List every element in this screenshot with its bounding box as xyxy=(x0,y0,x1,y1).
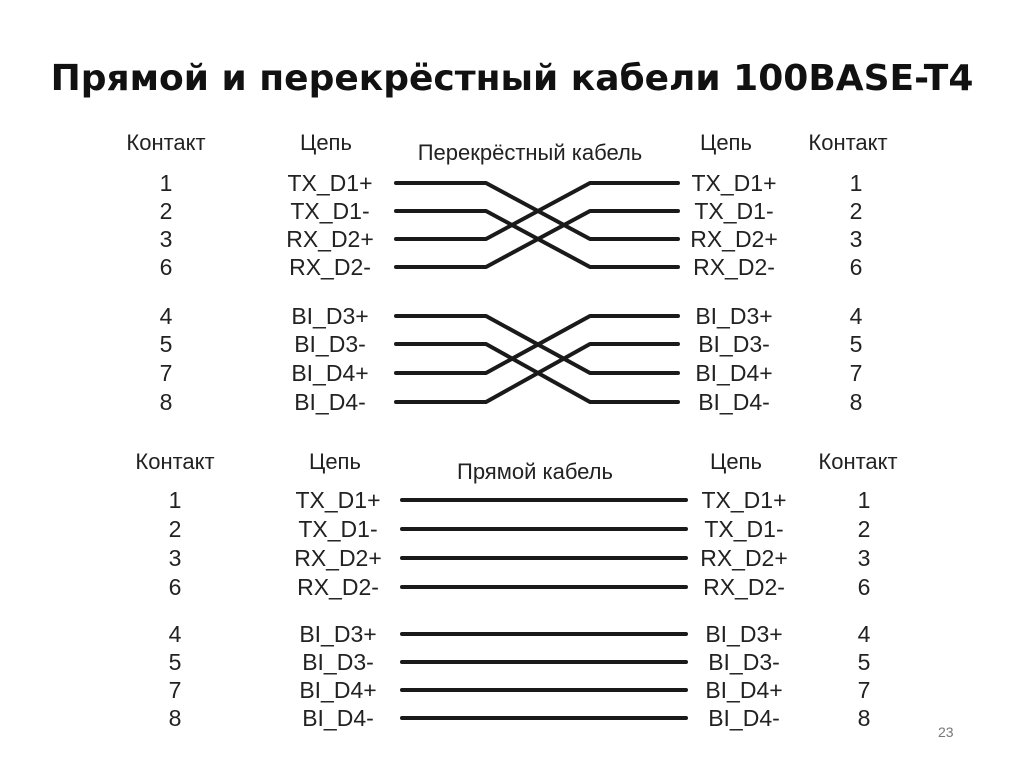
straight-right-pin: 3 xyxy=(857,545,871,571)
crossover-rows xyxy=(160,170,863,415)
crossover-left-pin: 8 xyxy=(159,389,173,415)
crossover-contact-left-header: Контакт xyxy=(126,130,206,155)
crossover-right-pin: 6 xyxy=(849,254,863,280)
straight-contact-left-header: Контакт xyxy=(135,449,215,474)
straight-left-pin: 1 xyxy=(168,487,182,513)
crossover-right-signal: BI_D3- xyxy=(698,331,770,357)
straight-cable-section xyxy=(135,449,897,731)
crossover-right-pin: 3 xyxy=(849,226,863,252)
straight-circuit-left-header: Цепь xyxy=(309,449,361,474)
straight-right-signal: BI_D4- xyxy=(708,705,780,731)
crossover-right-pin: 8 xyxy=(849,389,863,415)
crossover-left-pin: 1 xyxy=(159,170,173,196)
crossover-right-pin: 1 xyxy=(849,170,863,196)
crossover-right-pin: 2 xyxy=(849,198,863,224)
crossover-left-pin: 3 xyxy=(159,226,173,252)
straight-left-signal: RX_D2- xyxy=(297,574,379,600)
straight-right-pin: 1 xyxy=(857,487,871,513)
crossover-left-signal: BI_D4+ xyxy=(291,360,369,386)
straight-right-pin: 5 xyxy=(857,649,871,675)
crossover-cable-section xyxy=(126,130,887,415)
straight-left-signal: TX_D1+ xyxy=(295,487,381,513)
straight-right-pin: 4 xyxy=(857,621,871,647)
straight-right-pin: 7 xyxy=(857,677,871,703)
crossover-right-pin: 5 xyxy=(849,331,863,357)
straight-right-signal: RX_D2+ xyxy=(700,545,788,571)
straight-right-signal: BI_D3+ xyxy=(705,621,783,647)
crossover-left-signal: BI_D4- xyxy=(294,389,366,415)
crossover-right-signal: RX_D2+ xyxy=(690,226,778,252)
straight-left-signal: BI_D3+ xyxy=(299,621,377,647)
straight-right-signal: BI_D3- xyxy=(708,649,780,675)
straight-rows xyxy=(169,487,871,731)
crossover-left-signal: BI_D3- xyxy=(294,331,366,357)
crossover-left-pin: 7 xyxy=(159,360,173,386)
crossover-left-pin: 2 xyxy=(159,198,173,224)
crossover-left-pin: 4 xyxy=(159,303,173,329)
slide-title: Прямой и перекрёстный кабели 100BASE-T4 xyxy=(50,58,974,99)
crossover-right-pin: 4 xyxy=(849,303,863,329)
straight-cable-label: Прямой кабель xyxy=(457,459,613,484)
straight-left-pin: 5 xyxy=(168,649,182,675)
crossover-right-signal: TX_D1+ xyxy=(691,170,777,196)
straight-left-pin: 6 xyxy=(168,574,182,600)
crossover-left-signal: TX_D1- xyxy=(290,198,370,224)
straight-left-pin: 8 xyxy=(168,705,182,731)
straight-left-signal: TX_D1- xyxy=(298,516,378,542)
straight-left-pin: 2 xyxy=(168,516,182,542)
crossover-left-signal: TX_D1+ xyxy=(287,170,373,196)
straight-left-pin: 7 xyxy=(168,677,182,703)
crossover-circuit-right-header: Цепь xyxy=(700,130,752,155)
straight-left-signal: BI_D4- xyxy=(302,705,374,731)
straight-circuit-right-header: Цепь xyxy=(710,449,762,474)
straight-left-pin: 4 xyxy=(168,621,182,647)
straight-left-pin: 3 xyxy=(168,545,182,571)
crossover-left-pin: 5 xyxy=(159,331,173,357)
page-number: 23 xyxy=(938,724,954,740)
crossover-left-signal: RX_D2+ xyxy=(286,226,374,252)
crossover-right-signal: BI_D4+ xyxy=(695,360,773,386)
straight-right-pin: 6 xyxy=(857,574,871,600)
straight-left-signal: RX_D2+ xyxy=(294,545,382,571)
straight-left-signal: BI_D4+ xyxy=(299,677,377,703)
crossover-cable-label: Перекрёстный кабель xyxy=(417,140,643,165)
crossover-right-signal: BI_D3+ xyxy=(695,303,773,329)
crossover-circuit-left-header: Цепь xyxy=(300,130,352,155)
straight-contact-right-header: Контакт xyxy=(818,449,898,474)
crossover-right-signal: BI_D4- xyxy=(698,389,770,415)
straight-left-signal: BI_D3- xyxy=(302,649,374,675)
straight-right-pin: 8 xyxy=(857,705,871,731)
straight-right-signal: RX_D2- xyxy=(703,574,785,600)
crossover-right-pin: 7 xyxy=(849,360,863,386)
straight-right-pin: 2 xyxy=(857,516,871,542)
straight-right-signal: TX_D1- xyxy=(704,516,784,542)
crossover-right-signal: TX_D1- xyxy=(694,198,774,224)
crossover-right-signal: RX_D2- xyxy=(693,254,775,280)
crossover-contact-right-header: Контакт xyxy=(808,130,888,155)
crossover-left-pin: 6 xyxy=(159,254,173,280)
crossover-left-signal: RX_D2- xyxy=(289,254,371,280)
crossover-left-signal: BI_D3+ xyxy=(291,303,369,329)
straight-right-signal: BI_D4+ xyxy=(705,677,783,703)
straight-right-signal: TX_D1+ xyxy=(701,487,787,513)
